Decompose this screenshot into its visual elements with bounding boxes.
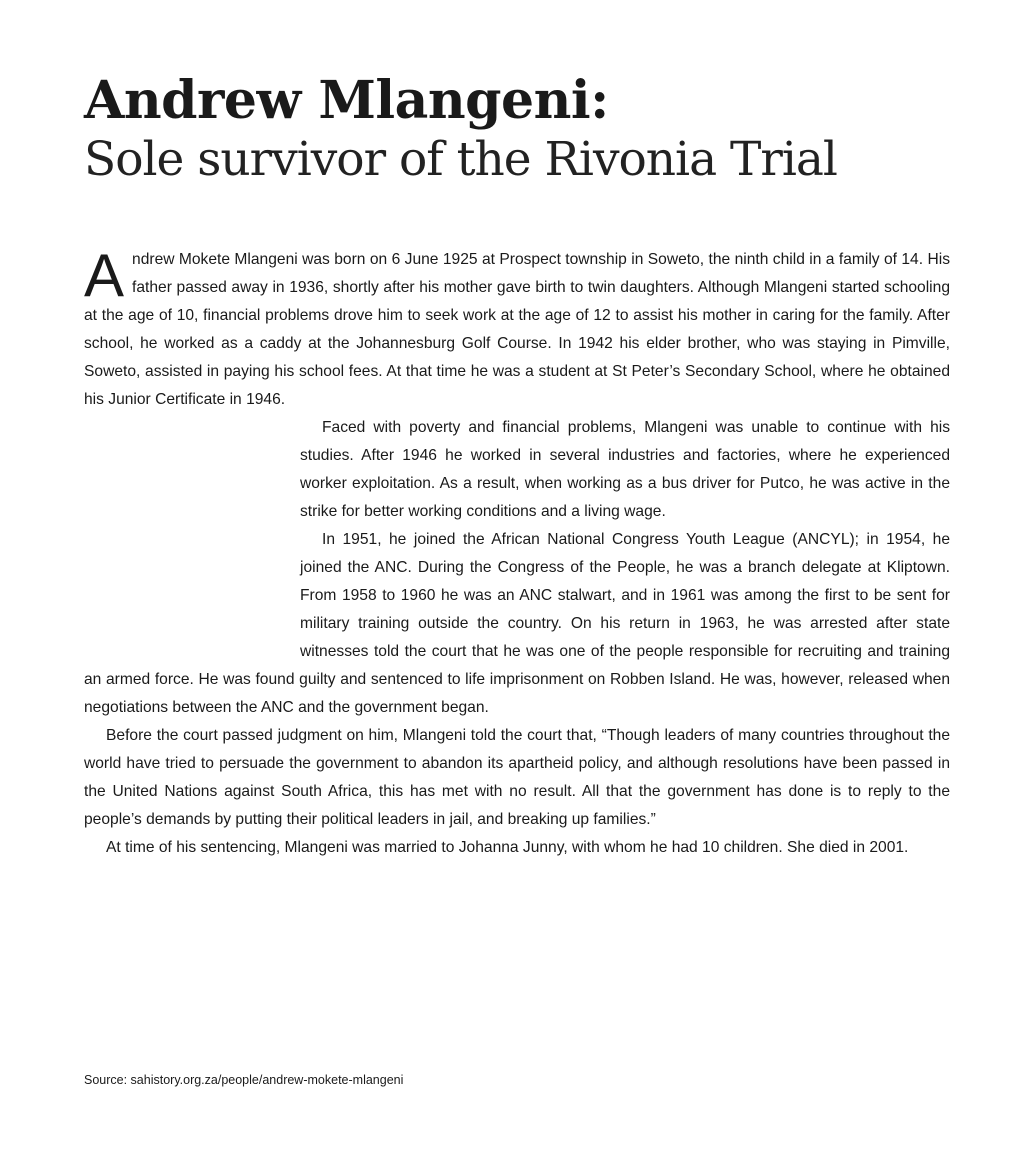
- article-body: [84, 242, 950, 862]
- page-title: Andrew Mlangeni:: [84, 70, 609, 131]
- blank-image-area: [84, 414, 294, 666]
- article-page: [84, 70, 950, 862]
- paragraph-5: At time of his sentencing, Mlangeni was married to Johanna Junny, with whom he had 10 children. She died in 2001.: [106, 839, 909, 856]
- page-subtitle: Sole survivor of the Rivonia Trial: [84, 132, 837, 187]
- source-citation: Source: sahistory.org.za/people/andrew-mokete-mlangeni: [84, 1073, 404, 1087]
- drop-cap: A: [84, 242, 125, 309]
- paragraph-4: Before the court passed judgment on him, Mlangeni told the court that, “Though leaders of many countries throughout the world have tried to persuade the government to abandon its apartheid policy, and although resolutions have been passed in the United Nations against South Africa, this has met with no result. All that the government has done is to reply to the people’s demands by putting their political leaders in jail, and breaking up families.”: [84, 727, 950, 828]
- paragraph-3: In 1951, he joined the African National Congress Youth League (ANCYL); in 1954, he joined the ANC. During the Congress of the People, he was a branch delegate at Kliptown. From 1958 to 1960 he was an ANC stalwart, and in 1961 was among the first to be sent for military training outside the country. On his return in 1963, he was arrested after state witnesses told the court that he was one of the people responsible for recruiting and training an armed force. He was found guilty and sentenced to life imprisonment on Robben Island. He was, however, released when negotiations between the ANC and the government began.: [84, 531, 950, 716]
- paragraph-2: Faced with poverty and financial problems, Mlangeni was unable to continue with his studies. After 1946 he worked in several industries and factories, where he experienced worker exploitation. As a result, when working as a bus driver for Putco, he was active in the strike for better working conditions and a living wage.: [300, 419, 950, 520]
- paragraph-1: [84, 242, 950, 414]
- paragraph-1-text: ndrew Mokete Mlangeni was born on 6 June 1925 at Prospect township in Soweto, the ninth child in a family of 14. His father passed away in 1936, shortly after his mother gave birth to twin daughters. Although Mlangeni started schooling at the age of 10, financial problems drove him to seek work at the age of 12 to assist his mother in caring for the family. After school, he worked as a caddy at the Johannesburg Golf Course. In 1942 his elder brother, who was staying in Pimville, Soweto, assisted in paying his school fees. At that time he was a student at St Peter’s Secondary School, where he obtained his Junior Certificate in 1946.: [84, 251, 950, 408]
